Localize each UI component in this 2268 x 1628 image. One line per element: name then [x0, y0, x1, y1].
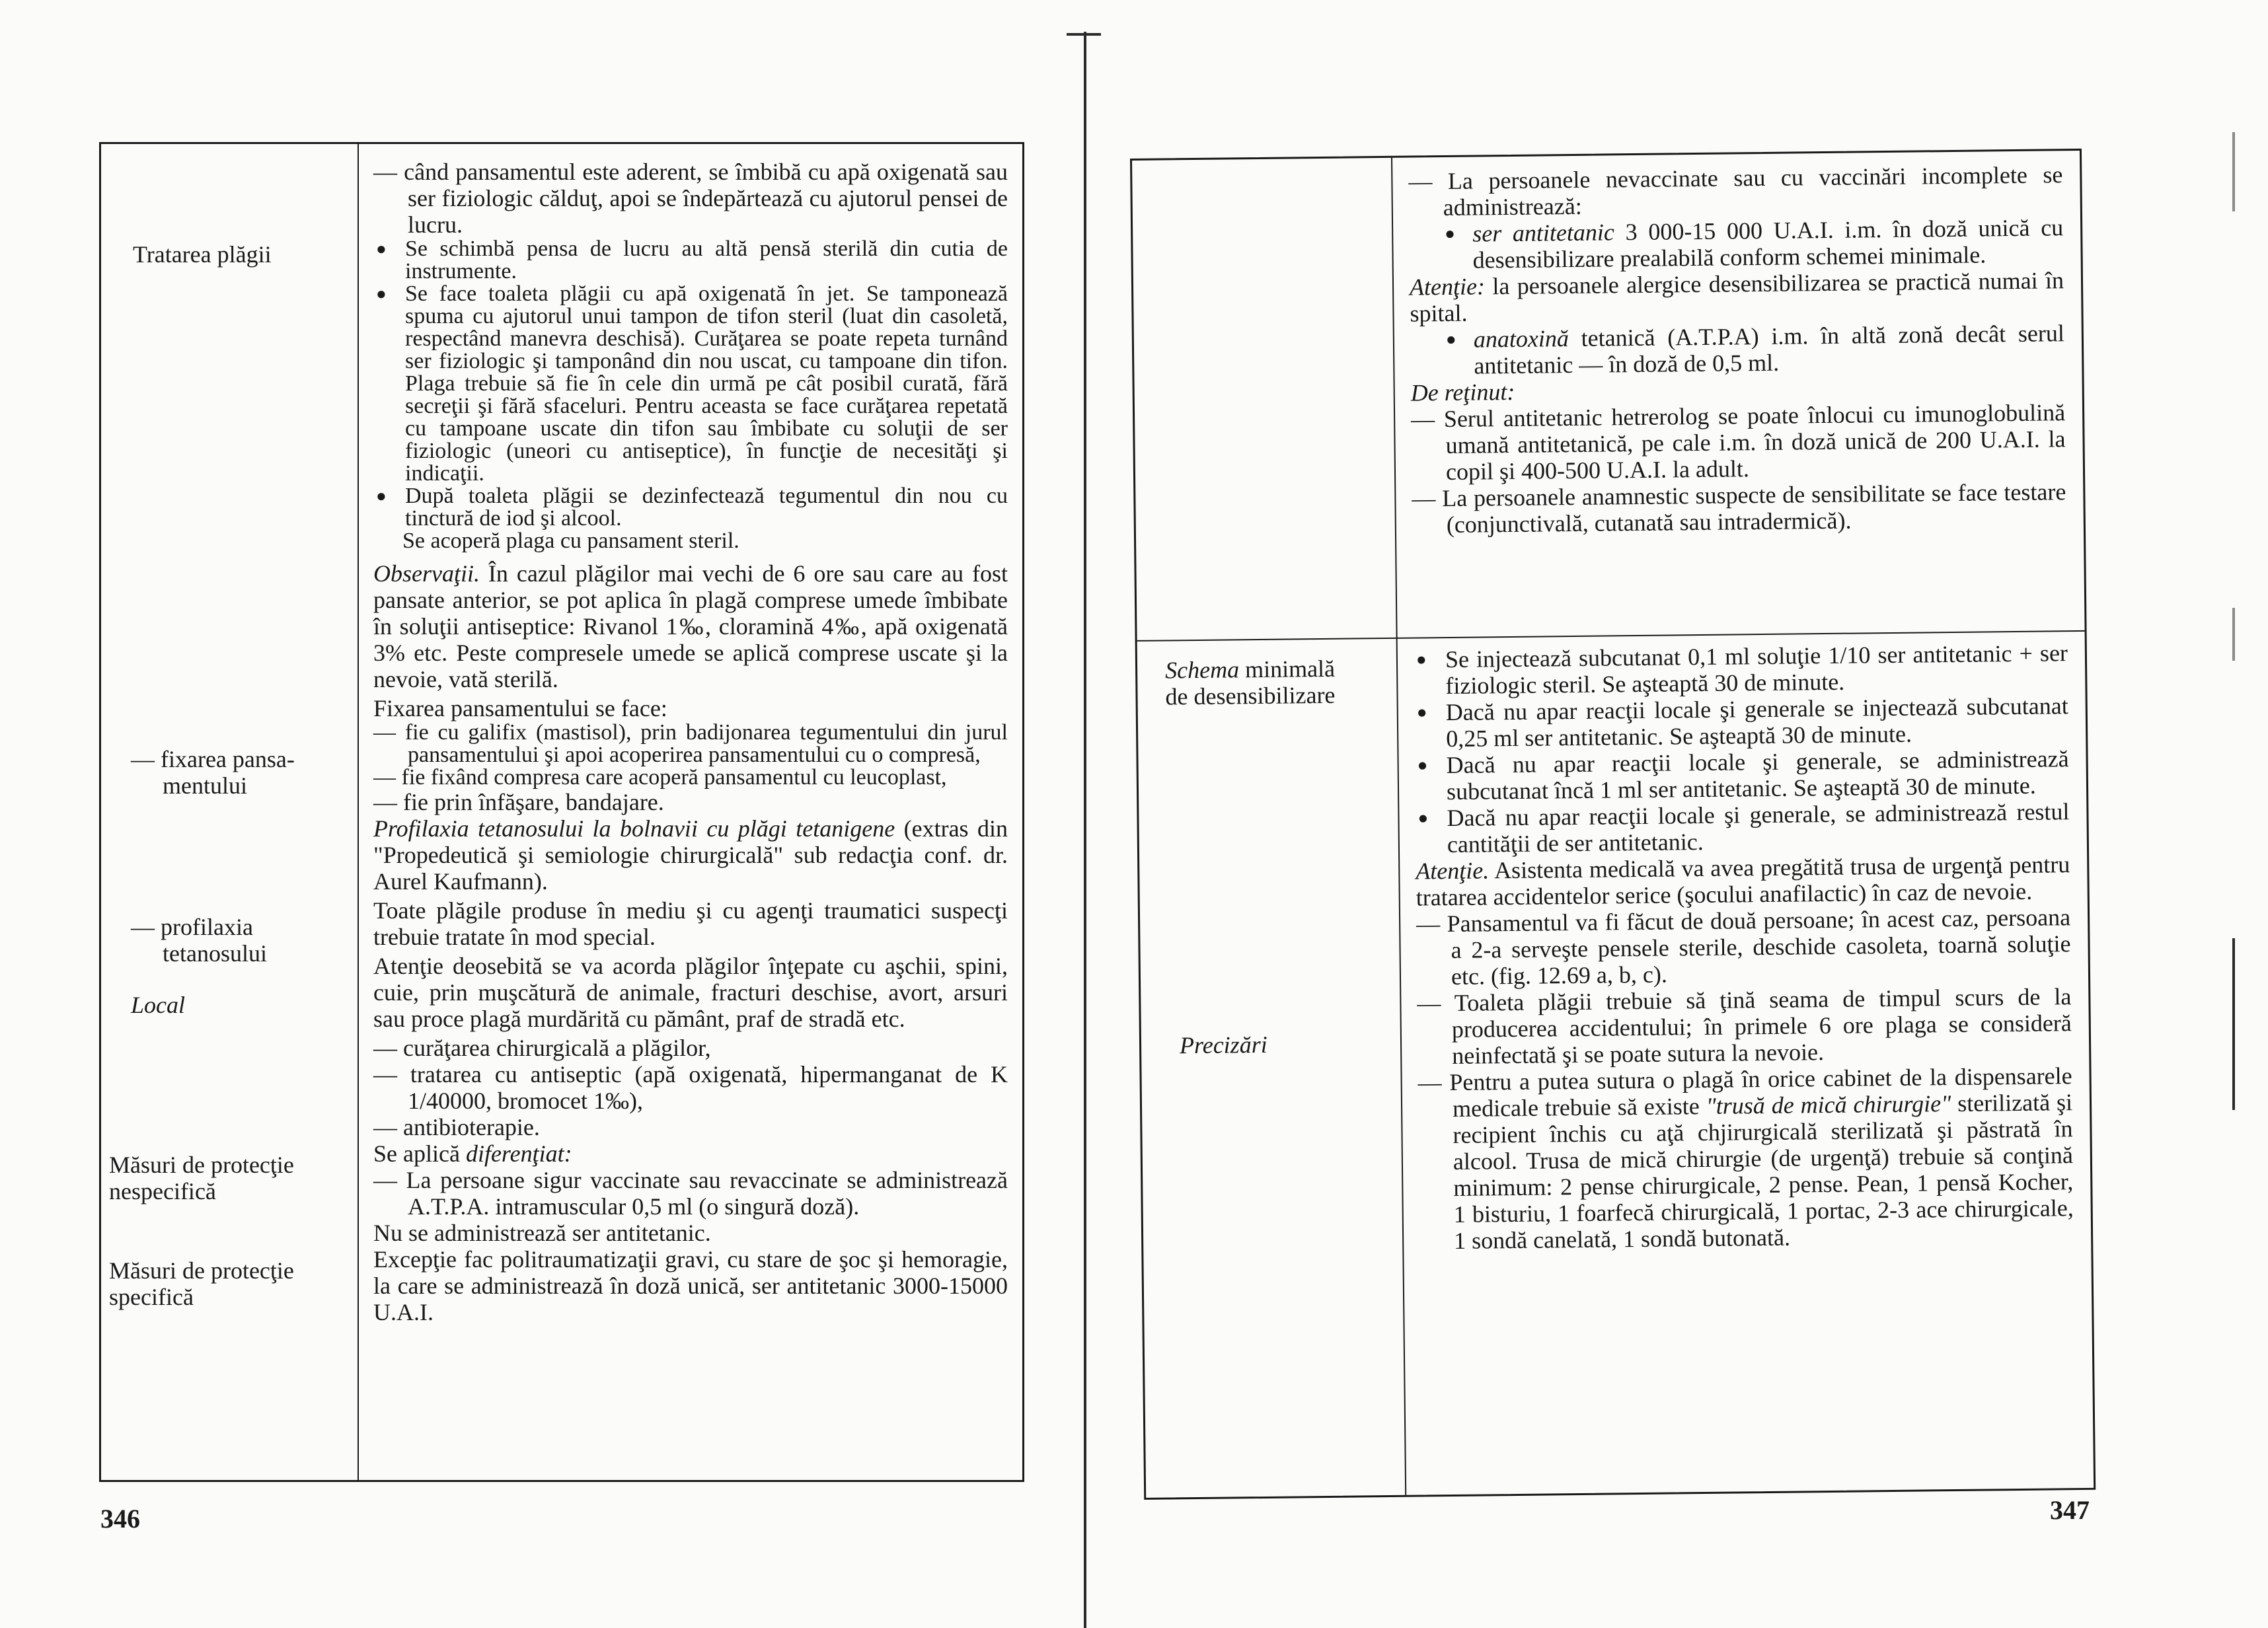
bullet-doza-1ml: ● Dacă nu apar reacţii locale şi generale, se administrează subcutanat încă 1 ml ser antitetanic. Se aşteaptă 30 de minute.: [1414, 745, 2069, 805]
label-masuri-nespecifica: Măsuri de protecţie nespecifică: [109, 1152, 294, 1204]
p-timpul-scurs: — Toaleta plăgii trebuie să ţină seama de timpul scurs de la producerea accidentului; în primele 6 ore plaga se consideră neinfectată şi se poate sutura la nevoie.: [1417, 983, 2072, 1069]
fix-bandajare: — fie prin înfăşare, bandajare.: [373, 789, 664, 815]
bullet-ser-antitetanic: ● ser antitetanic 3 000-15 000 U.A.I. i.m. în doză unică cu desensibilizare prealabilă conform schemei minimale.: [1409, 214, 2064, 274]
bullet-toaleta-plagii: ● Se face toaleta plăgii cu apă oxigenată în jet. Se tamponează spuma cu ajutorul unui tampon de tifon steril (luat din casoletă, respectând manevra deschisă). Curăţarea se poate repeta turnând ser fiziologic şi tamponând din nou uscat, cu tampoane din tifon. Plaga trebuie să fie în cele din urmă pe cât posibil curată, fără secreţii şi fără sfaceluri. Pentru aceasta se face curăţarea repetată cu tampoane uscate din tifon sau îmbibate cu soluţii de ser fiziologic (uneori cu antiseptice), în funcţie de necesităţi şi indicaţii.: [373, 283, 1008, 485]
page-number-right: 347: [2050, 1495, 2090, 1525]
p-profilaxia: Profilaxia tetanosului la bolnavii cu plăgi tetanigene (extras din "Propedeutică şi semiologie chirurgicală" sub redacţia conf. dr. Aurel Kaufmann).: [373, 815, 1008, 895]
right-table-row-divider: [1137, 630, 2085, 642]
p-atentie-alergice: Atenţie: la persoanele alergice desensibilizarea se practică numai în spital.: [1409, 267, 2064, 327]
right-body-bottom: [1414, 640, 2074, 1254]
m-antibioterapie: — antibioterapie.: [373, 1114, 540, 1140]
m-curatarea: — curăţarea chirurgicală a plăgilor,: [373, 1035, 711, 1061]
label-tratarea: Tratarea plăgii: [133, 241, 272, 268]
label-masuri-specifica: Măsuri de protecţie specifică: [109, 1257, 294, 1310]
s-exceptie: Excepţie fac politraumatizaţii gravi, cu stare de şoc şi hemoragie, la care se administrează în doză unică, ser antitetanic 3000-15000 U.A.I.: [373, 1246, 1008, 1325]
left-body: [373, 159, 1008, 1325]
right-body-top: [1408, 161, 2066, 538]
bullet-dezinfectare: ● După toaleta plăgii se dezinfectează tegumentul din nou cu tinctură de iod şi alcool.: [373, 485, 1008, 530]
label-fixarea: — fixarea pansa- mentului: [131, 746, 295, 799]
bullet-doza-rest: ● Dacă nu apar reacţii locale şi generale, se administrează restul cantităţii de ser antitetanic.: [1415, 798, 2070, 858]
p-testare: — La persoanele anamnestic suspecte de sensibilitate se face testare (conjunctivală, cutanată sau intradermică).: [1412, 478, 2066, 538]
right-page: [1097, 0, 2268, 1628]
p-acopera-plaga: Se acoperă plaga cu pansament steril.: [402, 529, 739, 553]
m-antiseptic: — tratarea cu antiseptic (apă oxigenată, hipermanganat de K 1/40000, bromocet 1‰),: [373, 1061, 1008, 1114]
bullet-doza-025: ● Dacă nu apar reacţii locale şi generale se injectează subcutanat 0,25 ml ser antitetanic. Se aşteaptă 30 de minute.: [1414, 692, 2069, 752]
p-de-retinut: De reţinut:: [1410, 378, 1515, 406]
p-diferentiat: Se aplică diferenţiat:: [373, 1140, 572, 1167]
left-table: [99, 142, 1024, 1482]
p-doua-persoane: — Pansamentul va fi făcut de două persoane; în acest caz, persoana a 2-a serveşte pensele sterile, deschide casoleta, toarnă soluţie etc. (fig. 12.69 a, b, c).: [1416, 904, 2071, 990]
p-atentie-deosebita: Atenţie deosebită se va acorda plăgilor înţepate cu aşchii, spini, cuie, prin muşcătură de animale, fracturi deschise, avort, arsuri sau proce plagă murdărită cu pământ, praf de stradă etc.: [373, 953, 1008, 1032]
right-table-divider: [1391, 158, 1406, 1495]
fix-galifix: — fie cu galifix (mastisol), prin badijonarea tegumentului din jurul pansamentului şi apoi acoperirea pansamentului cu o compresă,: [373, 720, 1008, 767]
p-atentie-trusa: Atenţie. Asistenta medicală va avea pregătită trusa de urgenţă pentru tratarea accidentelor serice (şocului anafilactic) în caz de nevoie.: [1416, 851, 2070, 911]
label-profilaxia: — profilaxia tetanosului: [131, 914, 267, 967]
left-table-divider: [358, 144, 359, 1480]
bullet-schimba-pensa: ● Se schimbă pensa de lucru au altă pensă sterilă din cutia de instrumente.: [373, 238, 1008, 283]
label-local: Local: [131, 992, 186, 1018]
bullet-anatoxina: ● anatoxină tetanică (A.T.P.A) i.m. în altă zonă decât serul antitetanic — în doză de 0,5 ml.: [1410, 320, 2065, 379]
right-table: [1130, 149, 2096, 1500]
label-schema: Schema minimală de desensibilizare: [1164, 655, 1336, 710]
p-toate-plagile: Toate plăgile produse în mediu şi cu agenţi traumatici suspecţi trebuie tratate în mod special.: [373, 897, 1008, 950]
p-trusa-mica-chirurgie: — Pentru a putea sutura o plagă în orice cabinet de la dispensarele medicale trebuie să existe "trusă de mică chirurgie" sterilizată şi recipient închis cu aţă chjirurgicală sterilizată şi păstrată în alcool. Trusa de mică chirurgie (de urgenţă) trebuie să conţină minimum: 2 pense chirurgicale, 2 pense. Pean, 1 pensă Kocher, 1 bisturiu, 1 foarfecă chirurgicală, 1 portac, 2-3 ace chirurgicale, 1 sondă canelată, 1 sondă butonată.: [1418, 1062, 2074, 1254]
p-observatii: Observaţii. În cazul plăgilor mai vechi de 6 ore sau care au fost pansate anterior, se pot aplica în plagă comprese umede îmbibate în soluţii antiseptice: Rivanol 1‰, cloramină 4‰, apă oxigenată 3% etc. Peste compresele umede se aplică comprese uscate şi la nevoie, vată sterilă.: [373, 560, 1008, 692]
book-spine: [1084, 32, 1086, 1628]
fix-leucoplast: — fie fixând compresa care acoperă pansamentul cu leucoplast,: [373, 765, 947, 790]
left-page: [0, 0, 1097, 1628]
label-precizari: Precizări: [1179, 1031, 1267, 1059]
page-number-left: 346: [100, 1504, 140, 1534]
bullet-doza-01: ● Se injectează subcutanat 0,1 ml soluţie 1/10 ser antitetanic + ser fiziologic steril. Se aşteaptă 30 de minute.: [1414, 640, 2068, 699]
s-vaccinate: — La persoane sigur vaccinate sau revaccinate se administrează A.T.P.A. intramuscular 0,5 ml (o singură doză).: [373, 1167, 1008, 1220]
p-fixarea-intro: Fixarea pansamentului se face:: [373, 695, 667, 722]
s-nu-ser: Nu se administrează ser antitetanic.: [373, 1220, 711, 1246]
p-nevaccinate: — La persoanele nevaccinate sau cu vaccinări incomplete se administrează:: [1408, 161, 2063, 221]
p-pansament-aderent: — când pansamentul este aderent, se îmbibă cu apă oxigenată sau ser fiziologic călduţ, apoi se îndepărtează cu ajutorul pensei de lucru.: [373, 159, 1008, 238]
p-ser-hetrerolog: — Serul antitetanic hetrerolog se poate înlocui cu imunoglobulină umană antitetanică, pe cale i.m. în doză unică de 200 U.A.I. la copil şi 400-500 U.A.I. la adult.: [1410, 399, 2066, 486]
